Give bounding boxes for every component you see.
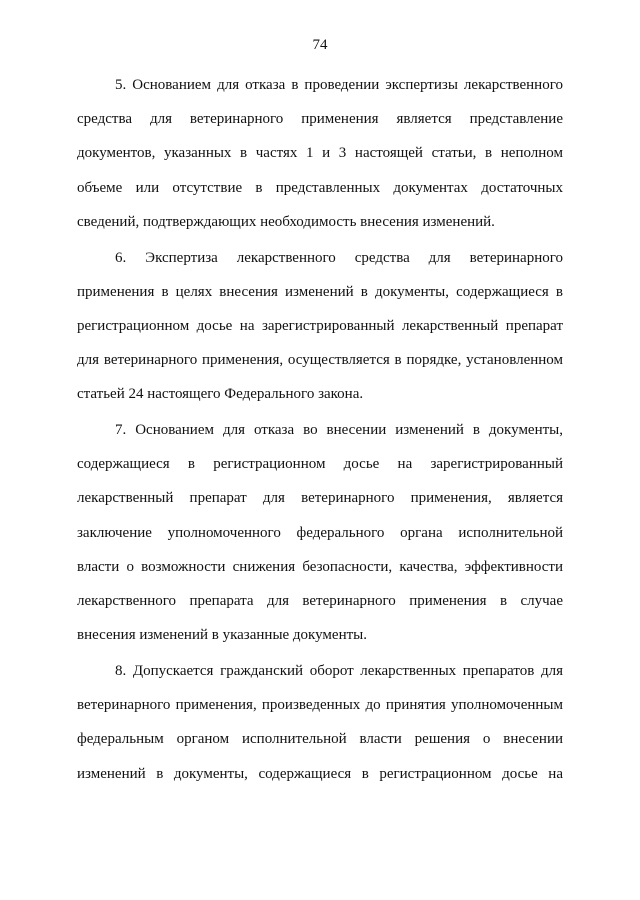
document-body bbox=[77, 68, 563, 791]
text-line: документов, указанных в частях 1 и 3 настоящей статьи, в неполном bbox=[77, 145, 563, 162]
text-line: 6. Экспертиза лекарственного средства для ветеринарного bbox=[115, 249, 563, 266]
paragraph-7 bbox=[77, 413, 563, 652]
paragraph-8 bbox=[77, 654, 563, 791]
text-line: 8. Допускается гражданский оборот лекарственных препаратов для bbox=[115, 662, 563, 679]
text-line: применения в целях внесения изменений в документы, содержащиеся в bbox=[77, 283, 563, 300]
text-line: внесения изменений в указанные документы. bbox=[77, 627, 367, 644]
text-line: 7. Основанием для отказа во внесении изменений в документы, bbox=[115, 422, 563, 439]
page-number: 74 bbox=[312, 37, 328, 53]
text-line: изменений в документы, содержащиеся в регистрационном досье на bbox=[77, 765, 563, 782]
text-line: лекарственный препарат для ветеринарного применения, является bbox=[77, 490, 563, 507]
text-line: для ветеринарного применения, осуществляется в порядке, установленном bbox=[77, 352, 563, 369]
paragraph-5 bbox=[77, 68, 563, 239]
text-line: власти о возможности снижения безопасности, качества, эффективности bbox=[77, 558, 563, 575]
text-line: регистрационном досье на зарегистрированный лекарственный препарат bbox=[77, 317, 563, 334]
text-line: 5. Основанием для отказа в проведении экспертизы лекарственного bbox=[115, 77, 563, 93]
text-line: федеральным органом исполнительной власти решения о внесении bbox=[77, 731, 563, 748]
text-line: ветеринарного применения, произведенных до принятия уполномоченным bbox=[77, 697, 563, 714]
text-line: статьей 24 настоящего Федерального закона. bbox=[77, 386, 364, 403]
text-line: средства для ветеринарного применения является представление bbox=[77, 111, 563, 128]
text-line: сведений, подтверждающих необходимость внесения изменений. bbox=[77, 213, 495, 230]
text-line: объеме или отсутствие в представленных документах достаточных bbox=[77, 179, 563, 196]
text-line: заключение уполномоченного федерального органа исполнительной bbox=[77, 524, 563, 541]
text-line: лекарственного препарата для ветеринарного применения в случае bbox=[77, 593, 563, 609]
paragraph-6 bbox=[77, 241, 563, 412]
text-line: содержащиеся в регистрационном досье на зарегистрированный bbox=[77, 456, 563, 473]
